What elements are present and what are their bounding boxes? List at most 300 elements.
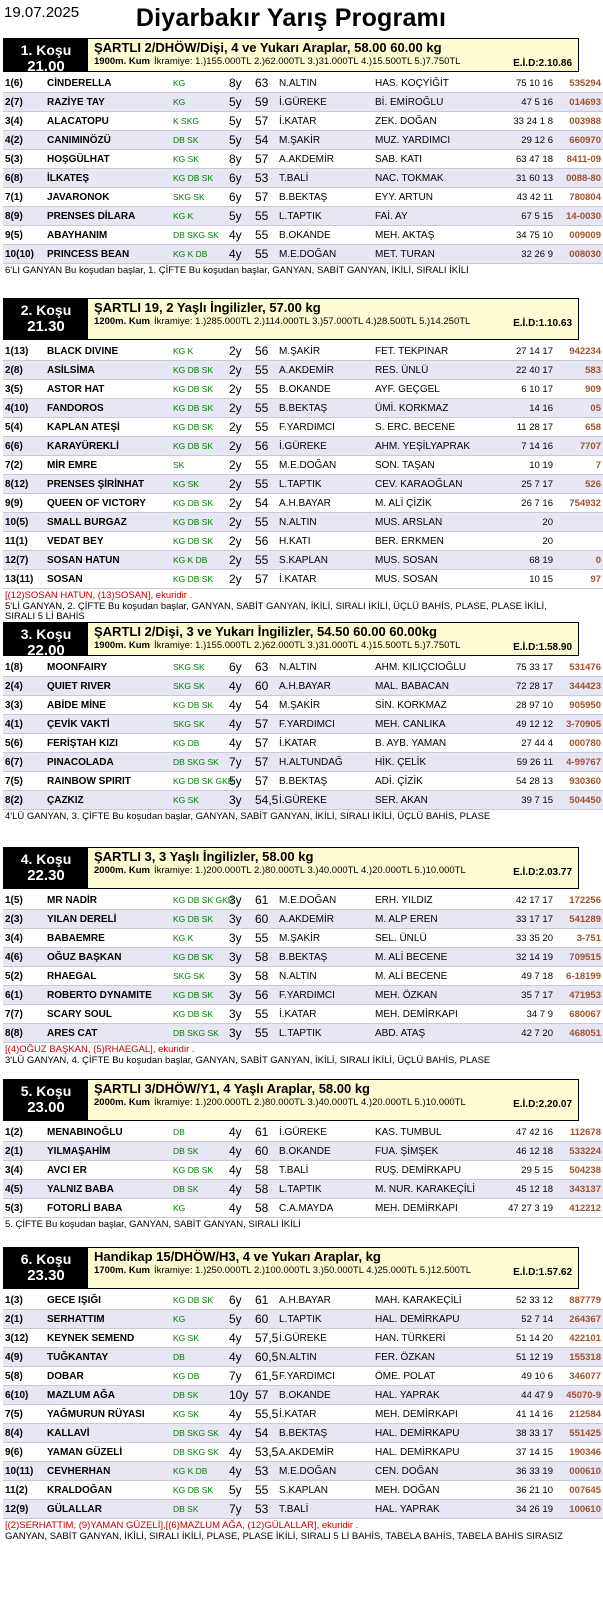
horse-row[interactable] <box>3 772 603 791</box>
horse-row[interactable] <box>3 1180 603 1199</box>
horse-eq: KG SK <box>171 791 227 810</box>
horse-eq: DB SK <box>171 1142 227 1161</box>
horse-age: 4y <box>227 226 253 245</box>
horse-jockey: A.H.BAYAR <box>277 1291 373 1310</box>
race-prize: İkramiye: 1.)155.000TL 2.)62.000TL 3.)31.000TL 4.)15.500TL 5.)7.750TL <box>154 640 461 651</box>
horse-row[interactable] <box>3 1310 603 1329</box>
horse-age: 5y <box>227 93 253 112</box>
horse-row[interactable] <box>3 1386 603 1405</box>
horse-age: 3y <box>227 986 253 1005</box>
horse-name: VEDAT BEY <box>45 532 171 551</box>
horse-kg: 54,5 <box>253 791 277 810</box>
horse-table <box>3 1123 603 1218</box>
race-label <box>4 39 88 75</box>
horse-row[interactable] <box>3 112 603 131</box>
horse-kg: 58 <box>253 1180 277 1199</box>
horse-row[interactable] <box>3 169 603 188</box>
horse-eq: KG DB SK <box>171 1481 227 1500</box>
bet-types: 5. ÇİFTE Bu koşudan başlar, GANYAN, SABİT GANYAN, SIRALI İKİLİ <box>5 1219 301 1230</box>
horse-code: 909 <box>555 380 603 399</box>
horse-row[interactable] <box>3 1500 603 1519</box>
horse-row[interactable] <box>3 1405 603 1424</box>
horse-eq: DB SKG SK <box>171 1024 227 1043</box>
horse-age: 2y <box>227 551 253 570</box>
horse-name: KRALDOĞAN <box>45 1481 171 1500</box>
horse-eq: KG K DB <box>171 551 227 570</box>
horse-kg: 55 <box>253 380 277 399</box>
horse-eq: KG DB SK <box>171 1291 227 1310</box>
race-label <box>4 1080 88 1120</box>
horse-row[interactable] <box>3 1199 603 1218</box>
horse-no: 12(9) <box>3 1500 45 1519</box>
race-header <box>3 847 579 889</box>
horse-code <box>555 532 603 551</box>
horse-stats: 51 12 19 <box>485 1348 555 1367</box>
horse-eq: KG DB SK <box>171 380 227 399</box>
horse-name: FANDOROS <box>45 399 171 418</box>
horse-jockey: F.YARDIMCI <box>277 715 373 734</box>
horse-code: 526 <box>555 475 603 494</box>
horse-eq: KG <box>171 1199 227 1218</box>
horse-no: 9(5) <box>3 226 45 245</box>
horse-age: 4y <box>227 1424 253 1443</box>
horse-owner: FER. ÖZKAN <box>373 1348 485 1367</box>
horse-row[interactable] <box>3 658 603 677</box>
horse-owner: B. AYB. YAMAN <box>373 734 485 753</box>
horse-code: 014693 <box>555 93 603 112</box>
horse-kg: 55,5 <box>253 1405 277 1424</box>
horse-eq: KG DB SK GKR <box>171 891 227 910</box>
horse-age: 2y <box>227 342 253 361</box>
horse-row[interactable] <box>3 93 603 112</box>
race-notes <box>5 591 577 623</box>
horse-kg: 60 <box>253 1142 277 1161</box>
horse-row[interactable] <box>3 399 603 418</box>
horse-stats: 10 15 <box>485 570 555 589</box>
horse-row[interactable] <box>3 456 603 475</box>
race-block <box>0 1079 601 1231</box>
horse-code: 583 <box>555 361 603 380</box>
horse-no: 8(9) <box>3 207 45 226</box>
horse-stats: 68 19 <box>485 551 555 570</box>
horse-kg: 55 <box>253 245 277 264</box>
horse-code: 709515 <box>555 948 603 967</box>
horse-stats: 47 42 16 <box>485 1123 555 1142</box>
horse-kg: 55 <box>253 551 277 570</box>
horse-no: 2(8) <box>3 361 45 380</box>
horse-row[interactable] <box>3 791 603 810</box>
horse-kg: 63 <box>253 658 277 677</box>
horse-eq: KG K <box>171 929 227 948</box>
horse-eq: KG DB SK <box>171 696 227 715</box>
horse-name: HOŞGÜLHAT <box>45 150 171 169</box>
horse-row[interactable] <box>3 1367 603 1386</box>
horse-code: 905950 <box>555 696 603 715</box>
horse-row[interactable] <box>3 1291 603 1310</box>
horse-age: 2y <box>227 513 253 532</box>
horse-eq: DB SKG SK <box>171 226 227 245</box>
horse-row[interactable] <box>3 696 603 715</box>
horse-row[interactable] <box>3 226 603 245</box>
horse-code: 754932 <box>555 494 603 513</box>
horse-code: 344423 <box>555 677 603 696</box>
horse-owner: HAL. DEMİRKAPU <box>373 1443 485 1462</box>
horse-jockey: M.ŞAKİR <box>277 131 373 150</box>
horse-eq: KG DB SK <box>171 948 227 967</box>
race-label <box>4 1248 88 1288</box>
horse-jockey: S.KAPLAN <box>277 551 373 570</box>
horse-owner: MEH. AKTAŞ <box>373 226 485 245</box>
race-record: E.İ.D:1.58.90 <box>513 642 572 653</box>
horse-name: BABAEMRE <box>45 929 171 948</box>
horse-row[interactable] <box>3 74 603 93</box>
horse-no: 9(6) <box>3 1443 45 1462</box>
horse-stats: 59 26 11 <box>485 753 555 772</box>
race-distance: 2000m. Kum <box>94 1097 150 1108</box>
horse-age: 2y <box>227 437 253 456</box>
race-record: E.İ.D:2.03.77 <box>513 867 572 878</box>
horse-jockey: T.BALİ <box>277 169 373 188</box>
race-notes <box>5 1220 577 1231</box>
horse-no: 1(5) <box>3 891 45 910</box>
horse-row[interactable] <box>3 188 603 207</box>
horse-row[interactable] <box>3 986 603 1005</box>
race-info <box>94 849 574 876</box>
horse-code: 100610 <box>555 1500 603 1519</box>
horse-jockey: B.BEKTAŞ <box>277 188 373 207</box>
horse-eq: KG <box>171 1310 227 1329</box>
horse-name: PRENSES DİLARA <box>45 207 171 226</box>
horse-eq: KG DB SK <box>171 1005 227 1024</box>
horse-kg: 58 <box>253 1161 277 1180</box>
horse-age: 3y <box>227 910 253 929</box>
horse-age: 2y <box>227 399 253 418</box>
horse-eq: DB SK <box>171 131 227 150</box>
horse-kg: 54 <box>253 1424 277 1443</box>
horse-row[interactable] <box>3 910 603 929</box>
horse-age: 4y <box>227 1462 253 1481</box>
horse-kg: 53 <box>253 1500 277 1519</box>
horse-row[interactable] <box>3 342 603 361</box>
horse-owner: AYF. GEÇGEL <box>373 380 485 399</box>
horse-eq: KG DB SK <box>171 1161 227 1180</box>
horse-age: 4y <box>227 1405 253 1424</box>
race-prize: İkramiye: 1.)155.000TL 2.)62.000TL 3.)31.000TL 4.)15.500TL 5.)7.750TL <box>154 56 461 67</box>
horse-row[interactable] <box>3 551 603 570</box>
horse-no: 2(1) <box>3 1310 45 1329</box>
horse-row[interactable] <box>3 1424 603 1443</box>
horse-age: 3y <box>227 891 253 910</box>
horse-stats: 22 40 17 <box>485 361 555 380</box>
horse-jockey: A.AKDEMİR <box>277 1443 373 1462</box>
horse-row[interactable] <box>3 361 603 380</box>
horse-age: 6y <box>227 658 253 677</box>
horse-age: 2y <box>227 475 253 494</box>
horse-age: 4y <box>227 696 253 715</box>
horse-age: 4y <box>227 1443 253 1462</box>
horse-stats: 27 44 4 <box>485 734 555 753</box>
horse-no: 8(2) <box>3 791 45 810</box>
horse-stats: 52 33 12 <box>485 1291 555 1310</box>
horse-jockey: B.BEKTAŞ <box>277 948 373 967</box>
horse-kg: 61 <box>253 1123 277 1142</box>
horse-name: ÇEVİK VAKTİ <box>45 715 171 734</box>
horse-owner: RUŞ. DEMİRKAPU <box>373 1161 485 1180</box>
horse-kg: 61 <box>253 1291 277 1310</box>
horse-eq: KG <box>171 74 227 93</box>
horse-owner: HAN. TÜRKERİ <box>373 1329 485 1348</box>
horse-kg: 57 <box>253 753 277 772</box>
horse-age: 2y <box>227 380 253 399</box>
horse-row[interactable] <box>3 1481 603 1500</box>
ekuri-note: [(2)SERHATTIM, (9)YAMAN GÜZELİ],[(6)MAZLUM AĞA, (12)GÜLALLAR], ekuridir . <box>5 1520 359 1531</box>
horse-kg: 53 <box>253 1462 277 1481</box>
horse-no: 10(10) <box>3 245 45 264</box>
horse-owner: FET. TEKPINAR <box>373 342 485 361</box>
horse-no: 3(4) <box>3 112 45 131</box>
horse-stats: 10 19 <box>485 456 555 475</box>
horse-name: MENABINOĞLU <box>45 1123 171 1142</box>
horse-owner: ERH. YILDIZ <box>373 891 485 910</box>
horse-no: 4(2) <box>3 131 45 150</box>
horse-eq: KG DB SK <box>171 513 227 532</box>
race-info <box>94 624 574 651</box>
horse-stats: 36 33 19 <box>485 1462 555 1481</box>
horse-kg: 63 <box>253 74 277 93</box>
horse-jockey: B.OKANDE <box>277 1386 373 1405</box>
race-block <box>0 847 601 1066</box>
horse-eq: DB SK <box>171 1180 227 1199</box>
horse-code: 000780 <box>555 734 603 753</box>
horse-stats: 29 5 15 <box>485 1161 555 1180</box>
horse-name: RAINBOW SPIRIT <box>45 772 171 791</box>
horse-eq: KG K <box>171 342 227 361</box>
horse-no: 1(2) <box>3 1123 45 1142</box>
horse-kg: 57 <box>253 1386 277 1405</box>
horse-kg: 56 <box>253 342 277 361</box>
program-date: 19.07.2025 <box>4 4 80 21</box>
page-title: Diyarbakır Yarış Programı <box>135 4 447 32</box>
horse-age: 4y <box>227 1123 253 1142</box>
race-info <box>94 1081 574 1108</box>
horse-row[interactable] <box>3 437 603 456</box>
horse-row[interactable] <box>3 1123 603 1142</box>
horse-code: 422101 <box>555 1329 603 1348</box>
horse-age: 3y <box>227 1024 253 1043</box>
horse-owner: NAC. TOKMAK <box>373 169 485 188</box>
horse-jockey: L.TAPTIK <box>277 1024 373 1043</box>
horse-stats: 41 14 16 <box>485 1405 555 1424</box>
horse-age: 3y <box>227 967 253 986</box>
horse-jockey: B.BEKTAŞ <box>277 1424 373 1443</box>
horse-jockey: A.AKDEMİR <box>277 910 373 929</box>
horse-row[interactable] <box>3 1024 603 1043</box>
horse-no: 7(2) <box>3 456 45 475</box>
horse-row[interactable] <box>3 532 603 551</box>
horse-kg: 57 <box>253 188 277 207</box>
horse-eq: KG SK <box>171 1405 227 1424</box>
horse-kg: 55 <box>253 929 277 948</box>
horse-row[interactable] <box>3 1142 603 1161</box>
horse-owner: MEH. DEMİRKAPI <box>373 1199 485 1218</box>
race-record: E.İ.D:2.10.86 <box>513 58 572 69</box>
horse-name: QUEEN OF VICTORY <box>45 494 171 513</box>
race-record: E.İ.D:1.57.62 <box>513 1267 572 1278</box>
horse-owner: MEH. ÖZKAN <box>373 986 485 1005</box>
horse-row[interactable] <box>3 1462 603 1481</box>
horse-eq: SKG SK <box>171 967 227 986</box>
horse-row[interactable] <box>3 677 603 696</box>
horse-row[interactable] <box>3 150 603 169</box>
horse-owner: SEL. ÜNLÜ <box>373 929 485 948</box>
horse-no: 3(5) <box>3 380 45 399</box>
horse-age: 6y <box>227 169 253 188</box>
horse-jockey: F.YARDIMCI <box>277 418 373 437</box>
horse-code: 780804 <box>555 188 603 207</box>
horse-name: ABAYHANIM <box>45 226 171 245</box>
horse-code: 003988 <box>555 112 603 131</box>
horse-row[interactable] <box>3 715 603 734</box>
horse-kg: 56 <box>253 532 277 551</box>
horse-row[interactable] <box>3 1161 603 1180</box>
horse-eq: SKG SK <box>171 658 227 677</box>
horse-code: 504450 <box>555 791 603 810</box>
horse-row[interactable] <box>3 967 603 986</box>
horse-eq: KG DB SK <box>171 361 227 380</box>
horse-age: 6y <box>227 188 253 207</box>
horse-no: 6(6) <box>3 437 45 456</box>
horse-row[interactable] <box>3 1329 603 1348</box>
horse-row[interactable] <box>3 418 603 437</box>
horse-jockey: C.A.MAYDA <box>277 1199 373 1218</box>
horse-row[interactable] <box>3 753 603 772</box>
horse-jockey: İ.GÜREKE <box>277 93 373 112</box>
race-distance: 1900m. Kum <box>94 640 150 651</box>
horse-stats: 28 97 10 <box>485 696 555 715</box>
horse-row[interactable] <box>3 494 603 513</box>
horse-code: 346077 <box>555 1367 603 1386</box>
horse-code: 468051 <box>555 1024 603 1043</box>
horse-stats: 32 26 9 <box>485 245 555 264</box>
horse-row[interactable] <box>3 475 603 494</box>
horse-no: 1(8) <box>3 658 45 677</box>
horse-kg: 57 <box>253 112 277 131</box>
horse-owner: M. ALP EREN <box>373 910 485 929</box>
race-info <box>94 40 574 67</box>
horse-row[interactable] <box>3 1443 603 1462</box>
race-time: 23.00 <box>27 1099 65 1116</box>
horse-no: 2(4) <box>3 677 45 696</box>
horse-code: 531476 <box>555 658 603 677</box>
horse-code: 45070-9 <box>555 1386 603 1405</box>
horse-stats: 34 26 19 <box>485 1500 555 1519</box>
horse-row[interactable] <box>3 734 603 753</box>
horse-eq: KG K DB <box>171 1462 227 1481</box>
bet-types: GANYAN, SABİT GANYAN, İKİLİ, SIRALI İKİLİ, PLASE, PLASE İKİLİ, SIRALI 5 Lİ BAHİS, TABELA BAHİS, TABELA BAHİS SIRASIZ <box>5 1530 563 1542</box>
horse-eq: DB SK <box>171 1500 227 1519</box>
race-distance: 2000m. Kum <box>94 865 150 876</box>
horse-owner: Bİ. EMİROĞLU <box>373 93 485 112</box>
horse-table <box>3 891 603 1043</box>
horse-stats: 44 47 9 <box>485 1386 555 1405</box>
horse-eq: KG DB SK <box>171 570 227 589</box>
horse-stats: 26 7 16 <box>485 494 555 513</box>
horse-code: 009009 <box>555 226 603 245</box>
race-record: E.İ.D:2.20.07 <box>513 1099 572 1110</box>
horse-age: 6y <box>227 1291 253 1310</box>
horse-code: 000610 <box>555 1462 603 1481</box>
horse-code: 05 <box>555 399 603 418</box>
horse-name: ABİDE MİNE <box>45 696 171 715</box>
horse-eq: DB <box>171 1348 227 1367</box>
horse-row[interactable] <box>3 131 603 150</box>
horse-name: İLKATEŞ <box>45 169 171 188</box>
horse-row[interactable] <box>3 1005 603 1024</box>
race-header <box>3 298 579 340</box>
horse-stats: 14 16 <box>485 399 555 418</box>
horse-name: PRINCESS BEAN <box>45 245 171 264</box>
horse-row[interactable] <box>3 513 603 532</box>
horse-code: 264367 <box>555 1310 603 1329</box>
horse-no: 5(6) <box>3 734 45 753</box>
horse-name: GECE IŞIĞI <box>45 1291 171 1310</box>
race-info <box>94 300 574 327</box>
horse-row[interactable] <box>3 245 603 264</box>
horse-jockey: İ.KATAR <box>277 112 373 131</box>
horse-row[interactable] <box>3 1348 603 1367</box>
horse-kg: 57 <box>253 570 277 589</box>
horse-row[interactable] <box>3 207 603 226</box>
horse-name: ÇAZKIZ <box>45 791 171 810</box>
race-block <box>0 38 601 277</box>
horse-jockey: M.E.DOĞAN <box>277 891 373 910</box>
horse-name: CANIMINÖZÜ <box>45 131 171 150</box>
horse-code: 3-70905 <box>555 715 603 734</box>
horse-row[interactable] <box>3 929 603 948</box>
horse-jockey: İ.GÜREKE <box>277 1329 373 1348</box>
race-time: 21.30 <box>27 318 65 335</box>
horse-stats: 46 12 18 <box>485 1142 555 1161</box>
horse-name: JAVARONOK <box>45 188 171 207</box>
horse-jockey: H.KATI <box>277 532 373 551</box>
horse-code: 3-751 <box>555 929 603 948</box>
horse-row[interactable] <box>3 570 603 589</box>
horse-stats: 75 33 17 <box>485 658 555 677</box>
horse-owner: SİN. KORKMAZ <box>373 696 485 715</box>
horse-name: MİR EMRE <box>45 456 171 475</box>
horse-owner: HAL. DEMİRKAPU <box>373 1310 485 1329</box>
horse-eq: SK <box>171 456 227 475</box>
horse-owner: MUZ. YARDIMCI <box>373 131 485 150</box>
horse-no: 2(1) <box>3 1142 45 1161</box>
race-conditions: ŞARTLI 3, 3 Yaşlı İngilizler, 58.00 kg <box>94 849 314 864</box>
race-label <box>4 623 88 659</box>
race-header <box>3 38 579 75</box>
horse-stats: 42 7 20 <box>485 1024 555 1043</box>
horse-stats: 7 14 16 <box>485 437 555 456</box>
horse-owner: ABD. ATAŞ <box>373 1024 485 1043</box>
horse-eq: KG DB SK <box>171 399 227 418</box>
horse-row[interactable] <box>3 380 603 399</box>
horse-stats: 47 27 3 19 <box>485 1199 555 1218</box>
horse-stats: 32 14 19 <box>485 948 555 967</box>
race-block <box>0 1247 601 1542</box>
horse-kg: 55 <box>253 456 277 475</box>
horse-age: 4y <box>227 1329 253 1348</box>
horse-row[interactable] <box>3 891 603 910</box>
horse-age: 3y <box>227 791 253 810</box>
horse-row[interactable] <box>3 948 603 967</box>
